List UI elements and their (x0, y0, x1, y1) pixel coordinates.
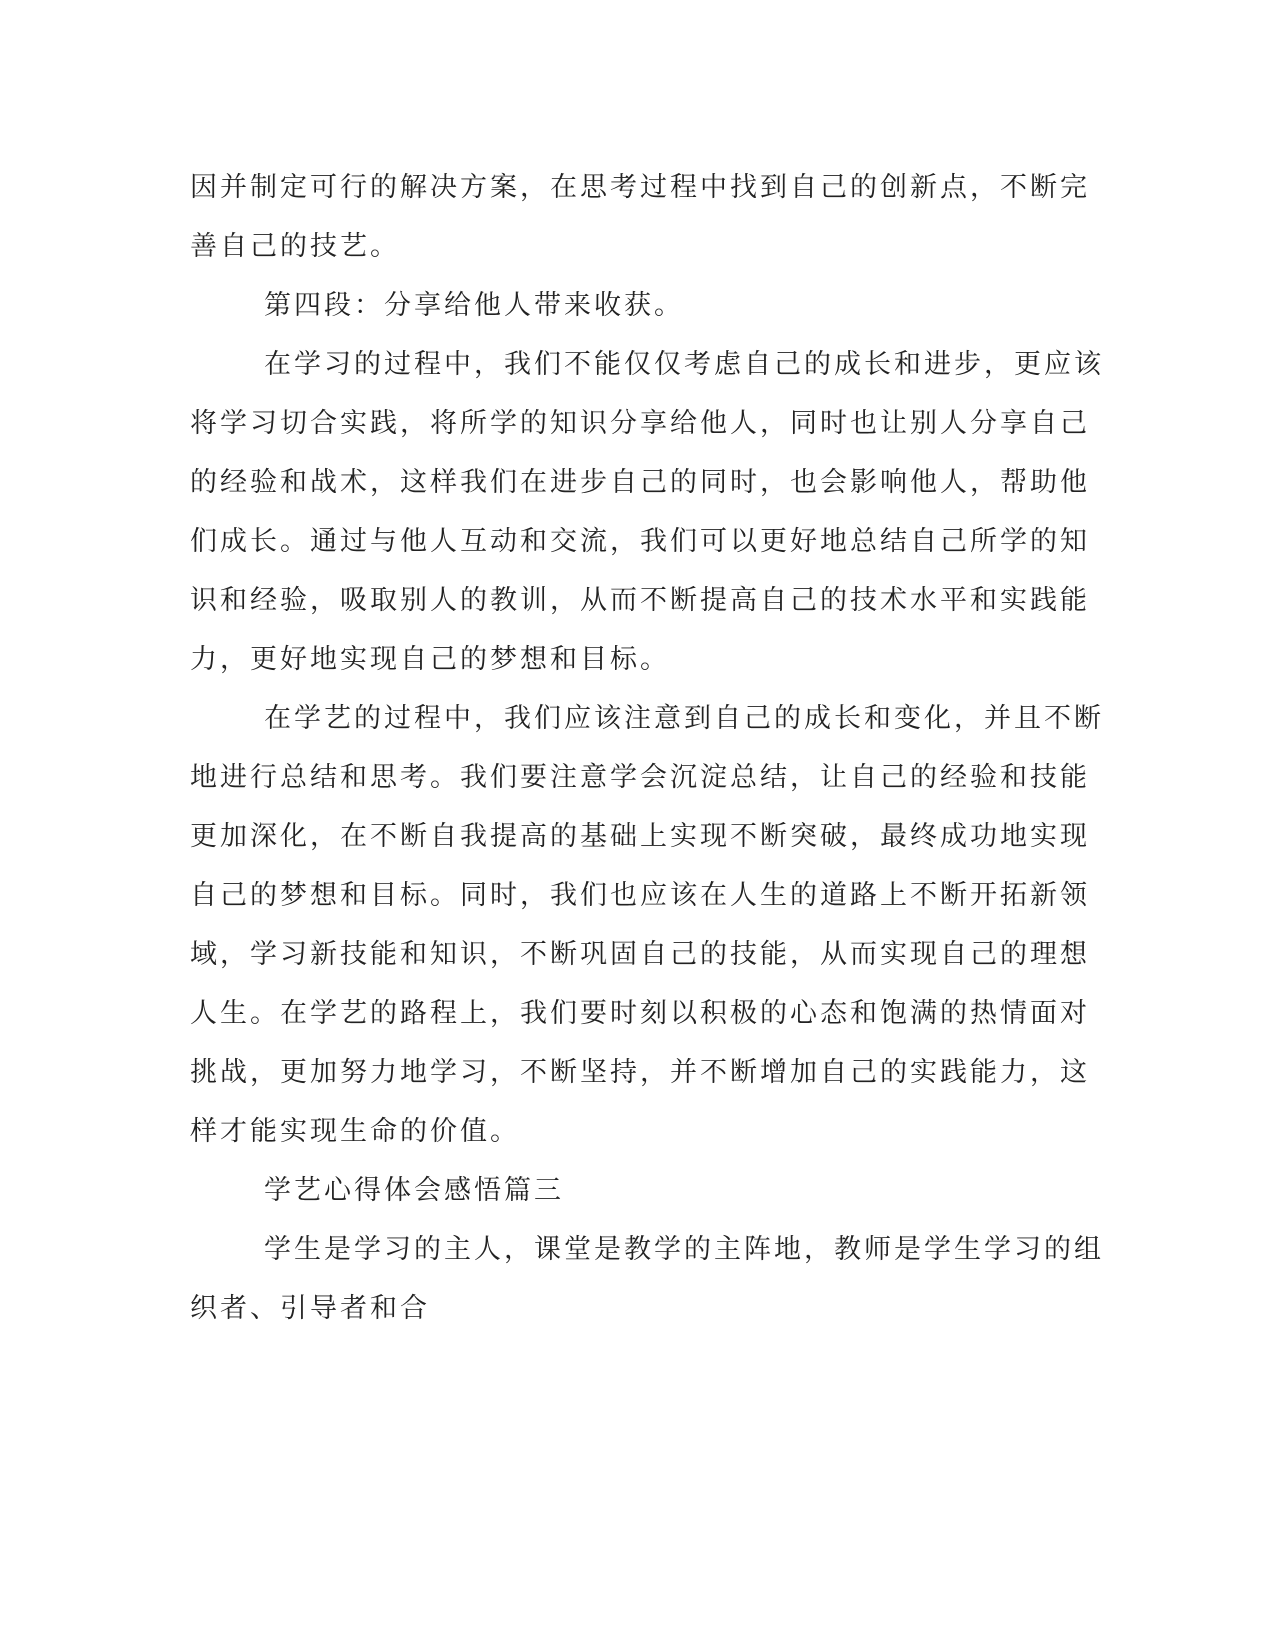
document-body (190, 158, 1104, 1338)
text-line: 将学习切合实践，将所学的知识分享给他人，同时也让别人分享自己 (190, 408, 1090, 439)
text-line: 自己的梦想和目标。同时，我们也应该在人生的道路上不断开拓新领 (190, 880, 1090, 911)
text-line: 更加深化，在不断自我提高的基础上实现不断突破，最终成功地实现 (190, 821, 1090, 852)
text-line: 挑战，更加努力地学习，不断坚持，并不断增加自己的实践能力，这 (190, 1057, 1090, 1088)
paragraph (190, 335, 1104, 689)
text-line: 在学习的过程中，我们不能仅仅考虑自己的成长和进步，更应该 (264, 349, 1104, 380)
text-line: 善自己的技艺。 (190, 231, 400, 262)
text-line: 在学艺的过程中，我们应该注意到自己的成长和变化，并且不断 (264, 703, 1104, 734)
text-line: 样才能实现生命的价值。 (190, 1116, 520, 1147)
text-line: 人生。在学艺的路程上，我们要时刻以积极的心态和饱满的热情面对 (190, 998, 1090, 1029)
text-line: 织者、引导者和合 (190, 1293, 430, 1324)
section-heading (190, 1161, 1080, 1220)
section-heading (190, 276, 1080, 335)
paragraph (190, 1220, 1104, 1338)
text-line: 识和经验，吸取别人的教训，从而不断提高自己的技术水平和实践能 (190, 585, 1090, 616)
text-line: 域，学习新技能和知识，不断巩固自己的技能，从而实现自己的理想 (190, 939, 1090, 970)
text-line: 力，更好地实现自己的梦想和目标。 (190, 644, 670, 675)
paragraph (190, 689, 1104, 1161)
text-line: 地进行总结和思考。我们要注意学会沉淀总结，让自己的经验和技能 (190, 762, 1090, 793)
text-line: 因并制定可行的解决方案，在思考过程中找到自己的创新点，不断完 (190, 172, 1090, 203)
text-line: 们成长。通过与他人互动和交流，我们可以更好地总结自己所学的知 (190, 526, 1090, 557)
text-line: 的经验和战术，这样我们在进步自己的同时，也会影响他人，帮助他 (190, 467, 1090, 498)
text-line: 第四段：分享给他人带来收获。 (264, 290, 684, 321)
text-line: 学生是学习的主人，课堂是教学的主阵地，教师是学生学习的组 (264, 1234, 1104, 1265)
text-line: 学艺心得体会感悟篇三 (264, 1175, 564, 1206)
paragraph (190, 158, 1090, 276)
